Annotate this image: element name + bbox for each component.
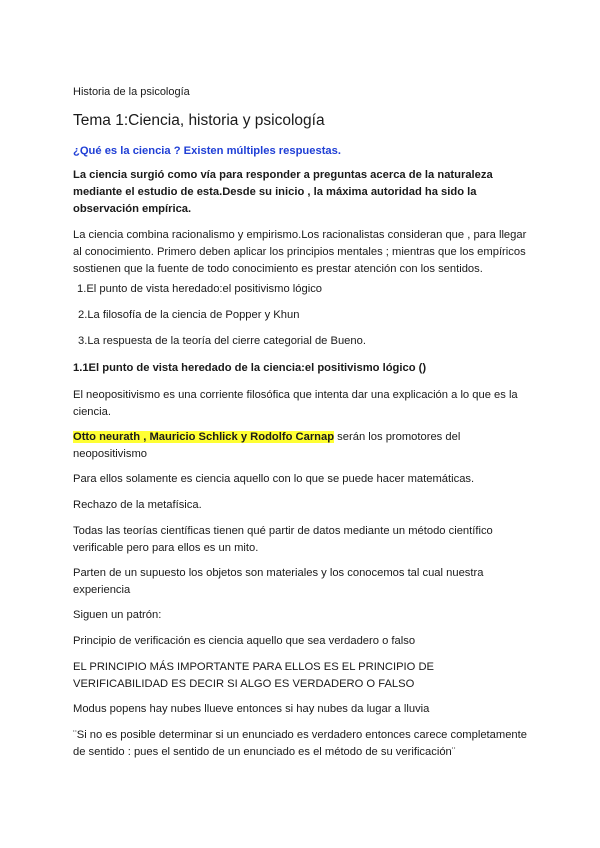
paragraph-matematicas: Para ellos solamente es ciencia aquello con lo que se puede hacer matemáticas. — [73, 473, 475, 485]
list-item: 1.El punto de vista heredado:el positivismo lógico — [77, 283, 323, 295]
paragraph-line: El neopositivismo es una corriente filosófica que intenta dar una explicación a lo que es la — [73, 389, 518, 401]
page-title: Tema 1:Ciencia, historia y psicología — [73, 112, 325, 129]
paragraph-text: serán los promotores del — [334, 431, 461, 443]
paragraph-supuesto — [73, 565, 550, 599]
list-item: 2.La filosofía de la ciencia de Popper y Khun — [78, 309, 300, 321]
paragraph-line: EL PRINCIPIO MÁS IMPORTANTE PARA ELLOS ES EL PRINCIPIO DE — [73, 661, 434, 673]
paragraph-line: al conocimiento. Primero deben aplicar los principios mentales ; mientras que los empíricos — [73, 246, 526, 258]
highlighted-names: Otto neurath , Mauricio Schlick y Rodolfo Carnap — [73, 431, 335, 443]
paragraph-line: neopositivismo — [73, 448, 147, 460]
paragraph-teorias — [73, 523, 550, 557]
paragraph-line: experiencia — [73, 584, 131, 596]
paragraph-neopositivismo — [73, 387, 550, 421]
paragraph-cita — [73, 727, 550, 761]
paragraph-line: Parten de un supuesto los objetos son materiales y los conocemos tal cual nuestra — [73, 567, 484, 579]
paragraph-promotores — [73, 429, 550, 463]
paragraph-line: Todas las teorías científicas tienen qué partir de datos mediante un método científico — [73, 525, 493, 537]
question-heading: ¿Qué es la ciencia ? Existen múltiples respuestas. — [73, 145, 341, 157]
paragraph-line: ciencia. — [73, 406, 111, 418]
bold-paragraph-line: observación empírica. — [73, 203, 192, 215]
paragraph-verificacion: Principio de verificación es ciencia aquello que sea verdadero o falso — [73, 635, 416, 647]
paragraph-principio-mayusculas — [73, 659, 550, 693]
paragraph-racionalismo — [73, 227, 550, 278]
paragraph-line: La ciencia combina racionalismo y empirismo.Los racionalistas consideran que , para llegar — [73, 229, 527, 241]
paragraph-modus-ponens: Modus popens hay nubes llueve entonces si hay nubes da lugar a lluvia — [73, 703, 430, 715]
paragraph-line: verificable pero para ellos es un mito. — [73, 542, 259, 554]
bold-paragraph-line: La ciencia surgió como vía para responder a preguntas acerca de la naturaleza — [73, 169, 493, 181]
bold-paragraph-line: mediante el estudio de esta.Desde su inicio , la máxima autoridad ha sido la — [73, 186, 477, 198]
bold-paragraph — [73, 167, 550, 218]
paragraph-metafisica: Rechazo de la metafísica. — [73, 499, 202, 511]
paragraph-line: sostienen que la fuente de todo conocimiento es prestar atención con los sentidos. — [73, 263, 483, 275]
section-subheading: 1.1El punto de vista heredado de la ciencia:el positivismo lógico () — [73, 362, 427, 374]
paragraph-line: de sentido : pues el sentido de un enunciado es el método de su verificación¨ — [73, 746, 456, 758]
paragraph-line — [73, 429, 550, 446]
paragraph-patron: Siguen un patrón: — [73, 609, 162, 621]
paragraph-line: ¨Si no es posible determinar si un enunciado es verdadero entonces carece completamente — [73, 729, 527, 741]
list-item: 3.La respuesta de la teoría del cierre categorial de Bueno. — [78, 335, 366, 347]
paragraph-line: VERIFICABILIDAD ES DECIR SI ALGO ES VERDADERO O FALSO — [73, 678, 415, 690]
document-header: Historia de la psicología — [73, 86, 190, 98]
